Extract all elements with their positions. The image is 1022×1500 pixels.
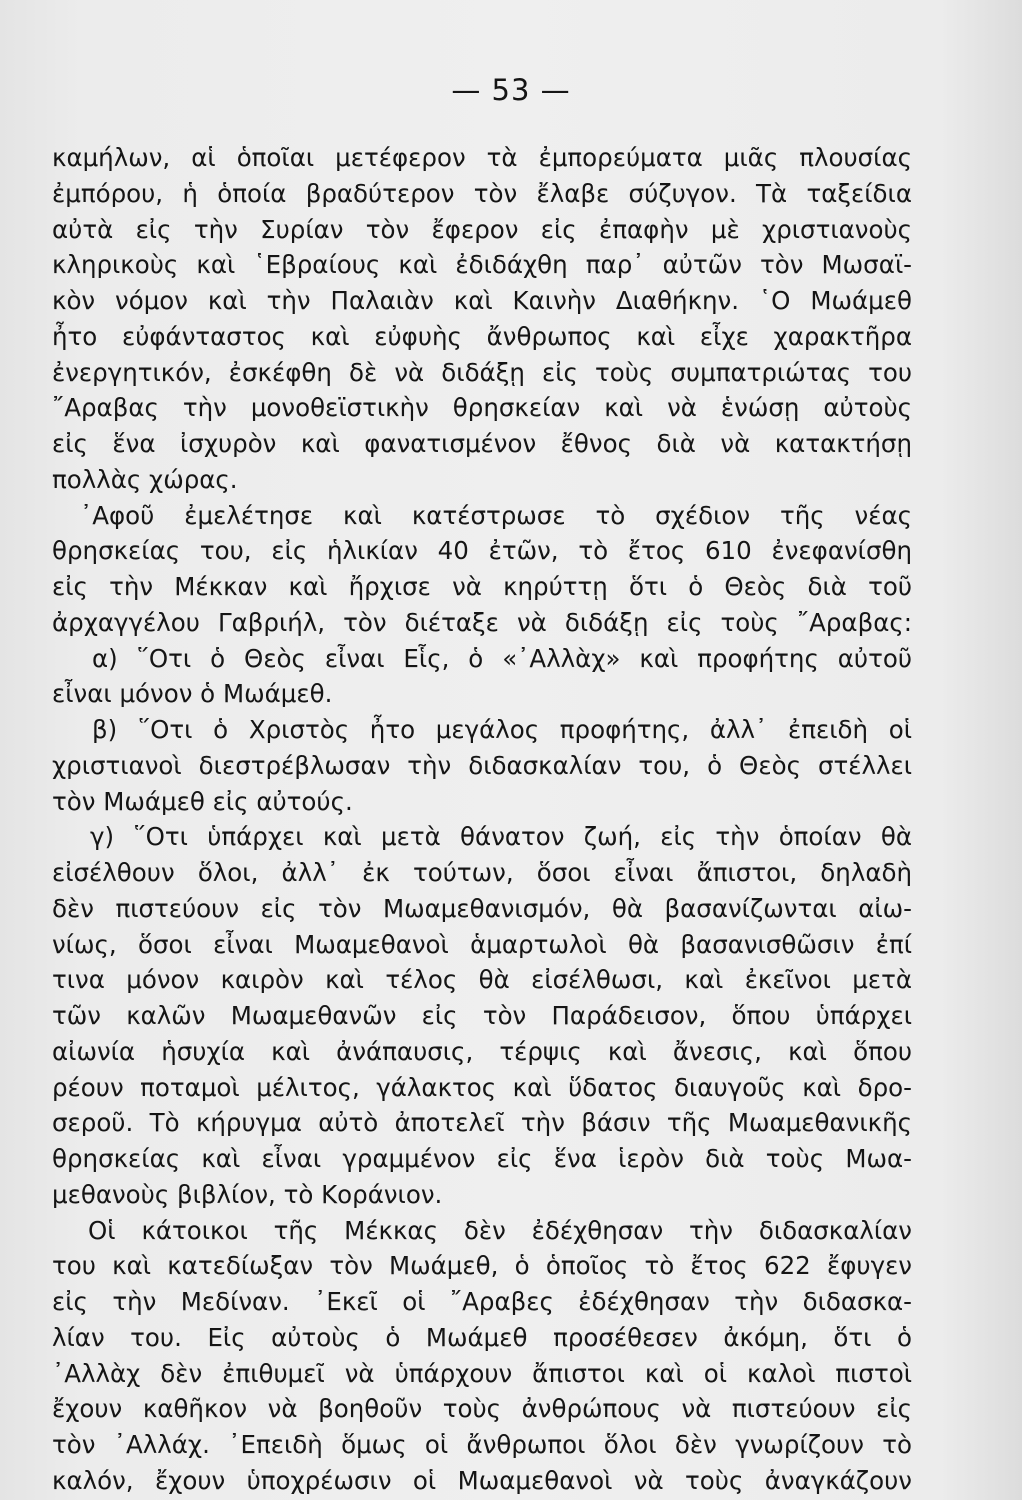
text-line: ἔχουν καθῆκον νὰ βοηθοῦν τοὺς ἀνθρώπους νὰ πιστεύουν εἰς (52, 1394, 912, 1424)
text-line: καμήλων, αἱ ὁποῖαι μετέφερον τὰ ἐμπορεύματα μιᾶς πλουσίας (52, 143, 912, 172)
text-line: αἰωνία ἡσυχία καὶ ἀνάπαυσις, τέρψις καὶ ἄνεσις, καὶ ὅπου (52, 1036, 912, 1066)
text-line: αὐτὰ εἰς τὴν Συρίαν τὸν ἔφερον εἰς ἐπαφὴν μὲ χριστιανοὺς (52, 214, 912, 244)
text-line: ἐμπόρου, ἡ ὁποία βραδύτερον τὸν ἔλαβε σύζυγον. Τὰ ταξείδια (52, 178, 912, 208)
text-line: κὸν νόμον καὶ τὴν Παλαιὰν καὶ Καινὴν Διαθήκην. ῾Ο Μωάμεθ (52, 286, 912, 315)
text-line: τὸν Μωάμεθ εἰς αὐτούς. (52, 786, 353, 816)
text-line: ἀρχαγγέλου Γαβριήλ, τὸν διέταξε νὰ διδάξῃ εἰς τοὺς ῎Αραβας: (52, 607, 912, 637)
text-line: κληρικοὺς καὶ ῾Εβραίους καὶ ἐδιδάχθη παρ᾽ αὐτῶν τὸν Μωσαϊ- (52, 250, 912, 280)
text-line: εἰς ἕνα ἰσχυρὸν καὶ φανατισμένον ἔθνος διὰ νὰ κατακτήσῃ (52, 429, 912, 458)
text-line: ῎Αραβας τὴν μονοθεϊστικὴν θρησκείαν καὶ νὰ ἑνώσῃ αὐτοὺς (52, 393, 912, 423)
text-line: εἶναι μόνον ὁ Μωάμεθ. (52, 679, 333, 709)
text-line: λίαν του. Εἰς αὐτοὺς ὁ Μωάμεθ προσέθεσεν ἀκόμη, ὅτι ὁ (52, 1322, 912, 1352)
text-line: ρέουν ποταμοὶ μέλιτος, γάλακτος καὶ ὕδατος διαυγοῦς καὶ δρο- (52, 1072, 912, 1102)
text-line: ἐνεργητικόν, ἐσκέφθη δὲ νὰ διδάξῃ εἰς τοὺς συμπατριώτας του (52, 357, 912, 387)
text-line: πολλὰς χώρας. (52, 464, 238, 494)
text-line: δὲν πιστεύουν εἰς τὸν Μωαμεθανισμόν, θὰ βασανίζωνται αἰω- (52, 893, 912, 923)
text-line: του καὶ κατεδίωξαν τὸν Μωάμεθ, ὁ ὁποῖος τὸ ἔτος 622 ἔφυγεν (52, 1251, 912, 1281)
text-line: σεροῦ. Τὸ κήρυγμα αὐτὸ ἀποτελεῖ τὴν βάσιν τῆς Μωαμεθανικῆς (52, 1108, 912, 1138)
list-item-c-line: γ) ῞Οτι ὑπάρχει καὶ μετὰ θάνατον ζωή, εἰς τὴν ὁποίαν θὰ (90, 822, 912, 852)
text-line: θρησκείας καὶ εἶναι γραμμένον εἰς ἕνα ἱερὸν διὰ τοὺς Μωα- (52, 1144, 912, 1173)
text-line: εἰς τὴν Μεδίναν. ᾽Εκεῖ οἱ ῎Αραβες ἐδέχθησαν τὴν διδασκα- (52, 1287, 912, 1316)
text-line: ἦτο εὐφάνταστος καὶ εὐφυὴς ἄνθρωπος καὶ εἶχε χαρακτῆρα (52, 321, 912, 351)
text-line: ᾽Αλλὰχ δὲν ἐπιθυμεῖ νὰ ὑπάρχουν ἄπιστοι καὶ οἱ καλοὶ πιστοὶ (52, 1358, 912, 1388)
text-line: εἰσέλθουν ὅλοι, ἀλλ᾽ ἐκ τούτων, ὅσοι εἶναι ἄπιστοι, δηλαδὴ (52, 858, 912, 887)
page-number: — 53 — (451, 73, 571, 107)
text-line: τινα μόνον καιρὸν καὶ τέλος θὰ εἰσέλθωσι, καὶ ἐκεῖνοι μετὰ (52, 965, 912, 995)
text-line: θρησκείας του, εἰς ἡλικίαν 40 ἐτῶν, τὸ ἔτος 610 ἐνεφανίσθη (52, 536, 912, 566)
text-line: τῶν καλῶν Μωαμεθανῶν εἰς τὸν Παράδεισον, ὅπου ὑπάρχει (52, 1001, 912, 1030)
body-text (52, 140, 912, 1499)
text-line: εἰς τὴν Μέκκαν καὶ ἤρχισε νὰ κηρύττῃ ὅτι ὁ Θεὸς διὰ τοῦ (52, 572, 912, 601)
list-item-b-line: β) ῞Οτι ὁ Χριστὸς ἦτο μεγάλος προφήτης, ἀλλ᾽ ἐπειδὴ οἱ (92, 715, 912, 744)
paragraph-start-line: Οἱ κάτοικοι τῆς Μέκκας δὲν ἐδέχθησαν τὴν διδασκαλίαν (88, 1215, 912, 1245)
list-item-a-line: α) ῞Οτι ὁ Θεὸς εἶναι Εἷς, ὁ «᾽Αλλὰχ» καὶ προφήτης αὐτοῦ (92, 643, 912, 673)
text-line: χριστιανοὶ διεστρέβλωσαν τὴν διδασκαλίαν του, ὁ Θεὸς στέλλει (52, 750, 912, 780)
text-line: τὸν ᾽Αλλάχ. ᾽Επειδὴ ὅμως οἱ ἄνθρωποι ὅλοι δὲν γνωρίζουν τὸ (52, 1430, 912, 1459)
text-line: καλόν, ἔχουν ὑποχρέωσιν οἱ Μωαμεθανοὶ νὰ τοὺς ἀναγκάζουν (52, 1465, 912, 1495)
text-line: μεθανοὺς βιβλίον, τὸ Κοράνιον. (52, 1179, 443, 1209)
paragraph-start-line: ᾽Αφοῦ ἐμελέτησε καὶ κατέστρωσε τὸ σχέδιον τῆς νέας (80, 500, 912, 530)
text-line: νίως, ὅσοι εἶναι Μωαμεθανοὶ ἁμαρτωλοὶ θὰ βασανισθῶσιν ἐπί (52, 929, 912, 959)
